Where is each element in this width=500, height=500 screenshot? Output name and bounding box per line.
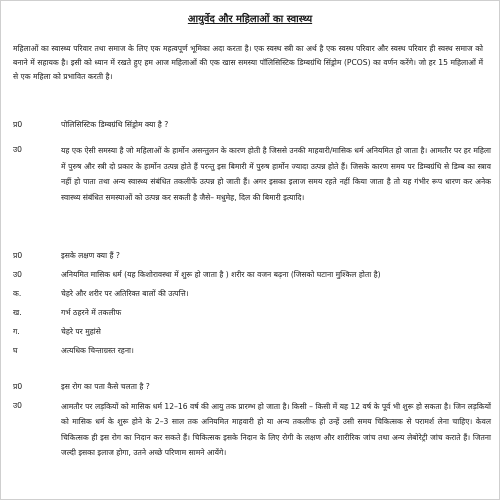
- answer-text: अनियमित मासिक धर्म (यह किशोरावस्था में शुरू हो जाता है ) शरीर का वजन बढ़ना (जिसको घटाना मुश्किल होता है): [61, 270, 381, 279]
- list-item-label: क.: [13, 289, 22, 298]
- question-text: इस रोग का पता कैसे चलता है ?: [61, 382, 150, 391]
- answer-label: उ0: [13, 270, 22, 279]
- question-text: पोलिसिस्टिक डिम्बग्रंथि सिंड्रोम क्या है ?: [61, 120, 169, 129]
- list-item-text: अत्यधिक चिन्ताग्रस्त रहना।: [61, 346, 134, 355]
- question-label: प्र0: [13, 382, 23, 391]
- answer-text: आमतौर पर लड़कियों को मासिक धर्म 12–16 वर्ष की आयु तक प्रारम्भ हो जाता है। किसी – किसी में यह 12 वर्ष के पूर्व भी शुरू हो सकता है। जिन लड़कियों को मासिक धर्म के शुरू होने के 2–3 साल तक अनियमित माहवारी हो या अन्य तकलीफ हो उन्हें उसी समय चिकित्सक से परामर्श लेना चाहिए। केवल चिकित्सक ही इस रोग का निदान कर सकते हैं। चिकित्सक इसके निदान के लिए रोगी के लक्षण और शारीरिक जांच तथा अन्य लेबोरेट्री जांच कराते हैं। जितना जल्दी इसका इलाज होगा, उतने अच्छे परिणाम सामने आयेंगे।: [61, 402, 491, 458]
- page-title: आयुर्वेद और महिलाओं का स्वास्थ्य: [187, 14, 313, 25]
- list-item-label: ग.: [13, 327, 20, 336]
- list-item-text: चेहरे और शरीर पर अतिरिक्त बालों की उत्पत्ति।: [61, 289, 189, 298]
- list-item-text: गर्भ ठहरने में तकलीफ: [61, 308, 122, 317]
- list-item-text: चेहरे पर मुहांसे: [61, 327, 101, 336]
- answer-label: उ0: [13, 401, 22, 410]
- answer-text: यह एक ऐसी समस्या है जो महिलाओं के हार्मोन असन्तुलन के कारण होती है जिससे उनकी माहवारी/मासिक धर्म अनियमित हो जाता है। आमतौर पर हर महिला में पुरुष और स्त्री दो प्रकार के हार्मोन उत्पन्न होते हैं परन्तु इस बिमारी में पुरुष हार्मोन ज्यादा उत्पन्न होते हैं। जिसके कारण समय पर डिम्बग्रंथि से डिम्ब का स्त्राव नहीं हो पाता तथा अन्य स्वास्थ्य संबंधित तकलीफें उत्पन्न हो जाती हैं। अगर इसका इलाज समय रहते नहीं किया जाता है तो यह गंभीर रूप धारण कर अनेक स्वास्थ्य संबंधित समस्याओं को उत्पन्न कर सकती है जैसे– मधुमेह, दिल की बिमारी इत्यादि।: [61, 146, 491, 202]
- intro-paragraph: महिलाओं का स्वास्थ्य परिवार तथा समाज के लिए एक महत्वपूर्ण भूमिका अदा करता है। एक स्वस्थ स्त्री का अर्थ है एक स्वस्थ परिवार और स्वस्थ परिवार ही स्वस्थ समाज को बनाने में सहायक है। इसी को ध्यान में रखते हुए हम आज महिलाओं की एक खास समस्या पॉलिसिस्टिक डिम्बग्रंथि सिंड्रोम (PCOS) का वर्णन करेंगे। जो हर 15 महिलाओं में से एक महिला को प्रभावित करती है।: [13, 44, 483, 81]
- list-item-label: घ: [13, 346, 18, 355]
- question-label: प्र0: [13, 251, 23, 260]
- question-label: प्र0: [13, 120, 23, 129]
- answer-label: उ0: [13, 145, 22, 154]
- list-item-label: ख.: [13, 308, 22, 317]
- question-text: इसके लक्षण क्या हैं ?: [61, 251, 120, 260]
